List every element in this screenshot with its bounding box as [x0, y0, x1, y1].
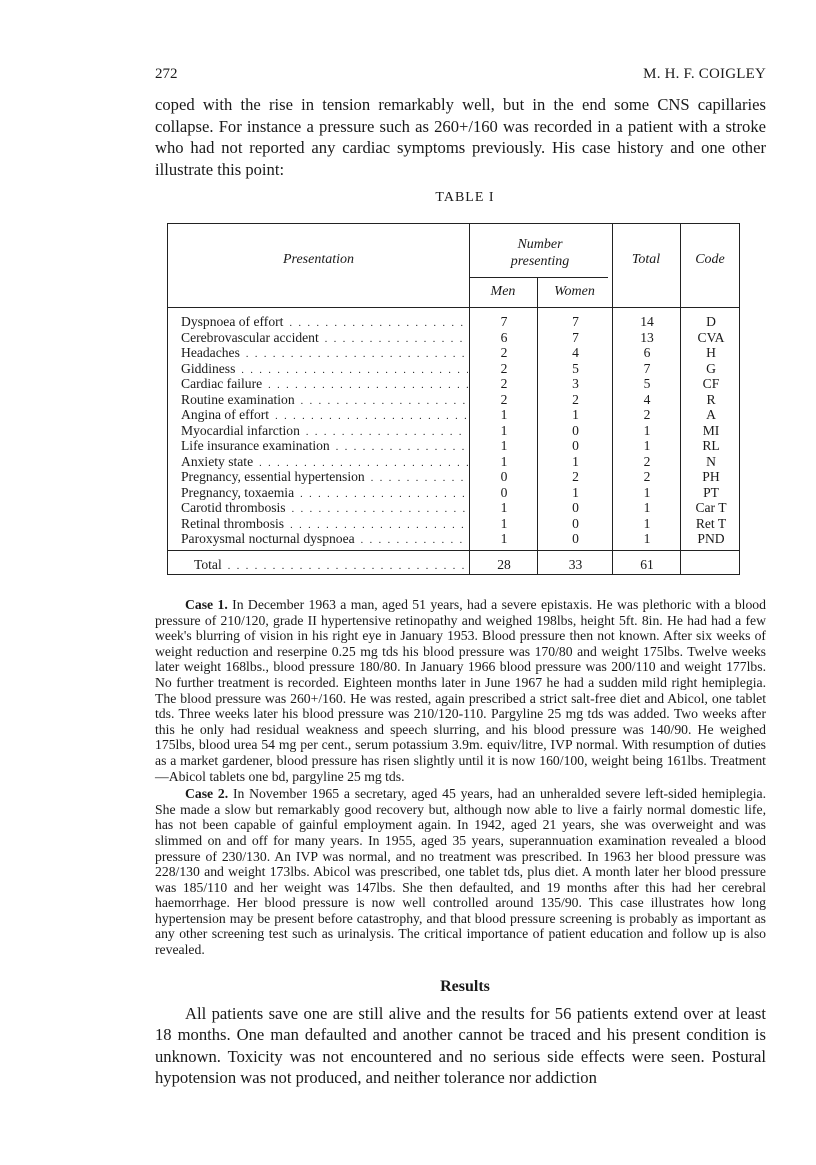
- row-presentation: Life insurance examination . . .: [181, 438, 468, 456]
- row-code: CVA: [697, 329, 725, 345]
- row-men: 1: [500, 500, 508, 515]
- row-presentation: Cardiac failure . . .: [181, 376, 468, 394]
- row-presentation: Giddiness . . .: [181, 361, 468, 379]
- running-author: M. H. F. COIGLEY: [643, 66, 766, 82]
- row-total: 1: [643, 500, 651, 515]
- row-women: 5: [572, 360, 579, 376]
- table-rule: [168, 307, 739, 308]
- row-women: 7: [572, 314, 579, 329]
- table-row: [168, 500, 739, 516]
- table-row: [168, 469, 739, 485]
- row-code: CF: [702, 376, 720, 391]
- row-presentation: Myocardial infarction . . .: [181, 423, 468, 441]
- row-total: 1: [643, 438, 651, 453]
- table-row: [168, 516, 739, 532]
- row-code: G: [706, 360, 716, 376]
- table-total-row: [168, 557, 739, 573]
- row-men: 1: [500, 438, 508, 453]
- row-code: PT: [703, 484, 719, 500]
- row-men: 7: [500, 314, 508, 329]
- row-total: 14: [640, 314, 654, 329]
- table-row: [168, 376, 739, 392]
- row-total: 4: [643, 391, 651, 407]
- row-total: 2: [643, 469, 651, 484]
- header-number-presenting: Number presenting: [510, 237, 570, 269]
- row-presentation: Paroxysmal nocturnal dyspnoea . . .: [181, 531, 468, 549]
- row-total: 13: [640, 329, 654, 345]
- row-total: 5: [643, 376, 651, 391]
- row-total: 1: [643, 484, 651, 500]
- row-presentation: Anxiety state . . .: [181, 454, 468, 472]
- header-women: Women: [554, 284, 595, 299]
- table-row: [168, 485, 739, 501]
- intro-paragraph: coped with the rise in tension remarkably well, but in the end some CNS capillaries collapse. For instance a pressure such as 260+/160 was recorded in a patient with a stroke who had not reported any cardiac symptoms previously. His case history and one other illustrate this point:: [155, 95, 766, 179]
- row-presentation: Pregnancy, toxaemia . . .: [181, 485, 468, 503]
- row-presentation: Pregnancy, essential hypertension . . .: [181, 469, 468, 487]
- row-presentation: Headaches . . .: [181, 345, 468, 363]
- running-header: [155, 66, 766, 86]
- results-heading: Results: [440, 978, 490, 995]
- row-men: 0: [500, 484, 508, 500]
- header-men: Men: [490, 284, 516, 299]
- table-row: [168, 407, 739, 423]
- row-total: 7: [643, 360, 651, 376]
- row-women: 4: [572, 345, 579, 360]
- table-row: [168, 345, 739, 361]
- case-text: In December 1963 a man, aged 51 years, had a severe epistaxis. He was plethoric with a blood pressure of 210/120, grade II hypertensive retinopathy and weighed 198lbs, height 5ft. 8in. He had had a few week's blurring of vision in his right eye in January 1953. Blood pressure then not known. After six weeks of weight reduction and reserpine 0.25 mg tds his blood pressure was 170/80 and weight 175lbs. Twelve weeks later weight 168lbs., blood pressure 180/80. In January 1966 blood pressure was 200/110 and weight 177lbs. No further treatment is recorded. Eighteen months later in June 1967 he had a sudden mild right hemiplegia. The blood pressure was 260+/160. He was rested, again prescribed a strict salt-free diet and Abicol, one tablet tds. Three weeks later his blood pressure was 210/120-110. Pargyline 25 mg tds was added. Two weeks after this he only had residual weakness and speech slurring, and his blood pressure was 140/90. He weighed 175lbs, blood urea 54 mg per cent., serum potassium 3.9m. equiv/litre, IVP normal. With resumption of duties as a market gardener, blood pressure has risen slightly until it is now 160/100, weight being 161lbs. Treatment—Abicol tablets one bd, pargyline 25 mg tds.: [155, 597, 766, 784]
- row-presentation: Angina of effort . . .: [181, 407, 468, 425]
- table-row: [168, 314, 739, 330]
- row-men: 1: [500, 515, 508, 531]
- case-text: In November 1965 a secretary, aged 45 years, had an unheralded severe left-sided hemiplegia. She made a slow but remarkably good recovery but, although now able to live a fairly normal domestic life, has not been capable of gainful employment again. In 1942, aged 21 years, she was overweight and was slimmed on and off for many years. In 1955, aged 35 years, superannuation examination revealed a blood pressure of 230/130. An IVP was normal, and no treatment was prescribed. In 1963 her blood pressure was 228/130 and weight 173lbs. Abicol was prescribed, one tablet tds, plus diet. A month later her blood pressure was 185/110 and her weight was 147lbs. She then defaulted, and 19 months after this had her cerebral haemorrhage. Her blood pressure is now well controlled around 135/90. This case illustrates how long hypertension may be present before catastrophy, and that blood pressure screening is probably as important as any other screening test such as urinalysis. The critical importance of patient education and follow up is also revealed.: [155, 786, 766, 958]
- row-code: RL: [702, 438, 720, 453]
- row-presentation: Retinal thrombosis . . .: [181, 516, 468, 534]
- row-women: 2: [572, 391, 579, 407]
- row-code: H: [706, 345, 716, 360]
- table-row: [168, 330, 739, 346]
- row-total: 6: [643, 345, 651, 360]
- row-total: 1: [643, 515, 651, 531]
- row-code: N: [706, 453, 716, 469]
- table-presentation: [167, 223, 740, 575]
- row-women: 0: [572, 515, 579, 531]
- table-row: [168, 454, 739, 470]
- row-code: PH: [702, 469, 720, 484]
- table-row: [168, 531, 739, 547]
- row-code: PND: [697, 531, 725, 546]
- row-total: 2: [643, 407, 651, 422]
- row-men: 1: [500, 407, 508, 422]
- row-presentation: Cerebrovascular accident . . .: [181, 330, 468, 348]
- case-label: Case 1.: [185, 597, 228, 612]
- total-total: 61: [640, 557, 654, 572]
- total-label: Total . . .: [194, 557, 468, 575]
- header-code: Code: [695, 252, 725, 267]
- row-women: 1: [572, 453, 579, 469]
- row-women: 1: [572, 407, 579, 422]
- table-caption: TABLE I: [435, 190, 495, 205]
- page-number: 272: [155, 66, 178, 82]
- table-row: [168, 361, 739, 377]
- row-women: 1: [572, 484, 579, 500]
- row-men: 2: [500, 345, 508, 360]
- row-men: 2: [500, 391, 508, 407]
- row-code: Ret T: [695, 515, 727, 531]
- row-code: A: [706, 407, 716, 422]
- row-men: 1: [500, 422, 508, 438]
- row-code: R: [706, 391, 716, 407]
- header-total: Total: [631, 252, 661, 267]
- row-total: 1: [643, 422, 651, 438]
- row-women: 0: [572, 438, 579, 453]
- row-women: 0: [572, 500, 579, 515]
- row-men: 0: [500, 469, 508, 484]
- row-code: Car T: [695, 500, 727, 515]
- row-presentation: Routine examination . . .: [181, 392, 468, 410]
- row-presentation: Carotid thrombosis . . .: [181, 500, 468, 518]
- case-histories: [155, 597, 766, 960]
- row-total: 1: [643, 531, 651, 546]
- row-men: 2: [500, 376, 508, 391]
- case-paragraph: [155, 597, 766, 784]
- row-men: 6: [500, 329, 508, 345]
- header-presentation: Presentation: [282, 252, 355, 267]
- row-presentation: Dyspnoea of effort . . .: [181, 314, 468, 332]
- row-women: 3: [572, 376, 579, 391]
- row-code: D: [706, 314, 716, 329]
- results-paragraph: All patients save one are still alive and the results for 56 patients extend over at least 18 months. One man defaulted and another cannot be traced and his present condition is unknown. Toxicity was not encountered and no serious side effects were seen. Postural hypotension was not produced, and neither tolerance nor addiction: [155, 1004, 766, 1087]
- table-rule: [469, 277, 608, 278]
- row-code: MI: [702, 422, 720, 438]
- table-rule: [168, 550, 739, 551]
- row-men: 2: [500, 360, 508, 376]
- row-women: 2: [572, 469, 579, 484]
- row-women: 7: [572, 329, 579, 345]
- row-women: 0: [572, 422, 579, 438]
- row-total: 2: [643, 453, 651, 469]
- case-label: Case 2.: [185, 786, 229, 802]
- row-men: 1: [500, 453, 508, 469]
- table-row: [168, 392, 739, 408]
- table-row: [168, 438, 739, 454]
- row-men: 1: [500, 531, 508, 546]
- row-women: 0: [572, 531, 579, 546]
- total-men: 28: [497, 557, 511, 572]
- table-row: [168, 423, 739, 439]
- case-paragraph: [155, 786, 766, 958]
- total-women: 33: [568, 557, 583, 572]
